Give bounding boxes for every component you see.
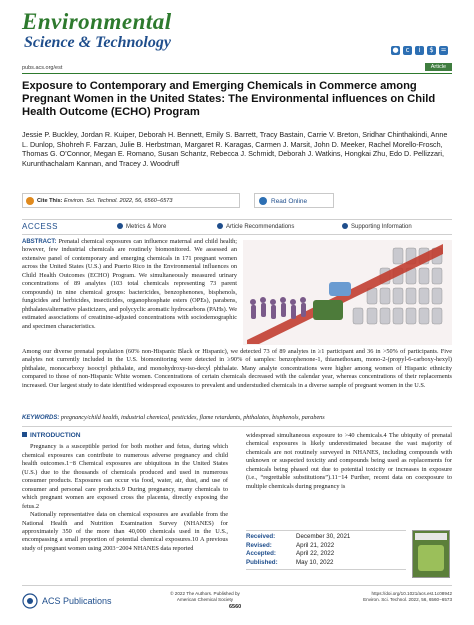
date-revised [246,542,406,551]
acs-publications-text: ACS Publications [42,596,112,606]
footer-citation [302,591,452,603]
body-column-left [22,432,228,553]
date-published-value: May 10, 2022 [296,558,334,566]
cite-reference[interactable]: Environ. Sci. Technol. 2022, 56, 6560−6573 [64,198,173,204]
introduction-heading [22,432,228,440]
body-column-right [246,432,452,491]
section-square-icon [22,432,27,437]
header-rule [22,73,452,74]
date-accepted [246,550,406,559]
abstract-column [22,238,237,331]
date-received-label: Received: [246,533,276,540]
metrics-link[interactable] [117,220,166,234]
supporting-info-link[interactable] [342,220,412,234]
date-received [246,533,406,542]
access-label: ACCESS [22,222,58,231]
license-nd-icon[interactable]: = [440,46,447,54]
cover-masthead [415,533,447,540]
date-revised-label: Revised: [246,541,272,549]
metrics-label: Metrics & More [126,224,167,230]
keywords-label: KEYWORDS: [22,415,60,421]
section-rule [22,426,452,427]
date-revised-value: April 21, 2022 [296,541,335,549]
read-online-icon [259,197,267,205]
open-access-icon[interactable]: ● [392,46,399,54]
journal-logo [22,10,202,58]
abstract-continued: Among our diverse prenatal population (60% non-Hispanic Black or Hispanic), we detected 73 of 89 analytes in ≥1 participant and 36 in >50% of participants. Five analytes not currently included in the U.S. biomonitoring were detected in ≥90% of samples: benzophenone-1, thiamethoxam, mono-2-(propyl-6-carboxy-hexyl) phthalate, monocarboxy isooctyl phthalate, and monohydroxy-iso-decyl phthalate. Many analyte concentrations were higher among women of Hispanic ethnicity compared to those of non-Hispanic White women. Concentrations of certain chemicals decreased with the calendar year, whereas concentrations of their replacements increased. Our largest study to date identified widespread exposures to prevalent and understudied chemicals in a diverse sample of pregnant women in the U.S. [22,348,452,389]
journal-logo-line2: Science & Technology [24,34,171,51]
introduction-heading-text: INTRODUCTION [30,432,81,439]
cite-box[interactable] [22,193,240,208]
journal-logo-line1: Environmental [22,9,172,34]
acs-logo-icon [22,593,38,609]
license-by-icon[interactable]: i [415,46,424,55]
date-received-value: December 30, 2021 [296,533,351,540]
supporting-info-label: Supporting Information [351,224,412,230]
footer-reference: Environ. Sci. Technol. 2022, 56, 6560−6573 [363,596,452,602]
supporting-info-icon [342,223,348,229]
recommendations-label: Article Recommendations [226,224,295,230]
cover-art [418,545,444,571]
top-icons [391,46,448,55]
date-published-label: Published: [246,558,278,566]
date-published [246,559,406,568]
access-bar [22,219,452,235]
cite-icon [26,197,34,205]
page-number: 6560 [229,604,242,610]
recommendations-link[interactable] [217,220,294,234]
license-cc-icon[interactable]: c [403,46,412,55]
keywords-text: pregnancy/child health, industrial chemical, pesticides, flame retardants, phthalates, bisphenols, parabens [60,414,325,421]
intro-paragraph-1: Pregnancy is a susceptible period for both mother and fetus, during which chemical exposures can contribute to numerous adverse pregnancy and child health outcomes.1−8 Chemical exposures are ubiquitous in the United States (U.S.) due to the thousands of chemicals produced and used in numerous consumer products. Exposures can occur via food, water, air, dust, and use of consumer and personal care products.9 During pregnancy, many chemicals to which pregnant women are exposed cross the placenta, directly exposing the fetus.2 [22,443,228,510]
journal-cover-thumbnail[interactable] [412,530,450,578]
footer-doi[interactable]: https://doi.org/10.1021/acs.est.1c08942 [371,591,452,596]
acs-publications-logo[interactable] [22,592,142,610]
keywords [22,414,452,421]
toc-graphic-svg [243,240,452,345]
author-list: Jessie P. Buckley, Jordan R. Kuiper, Deborah H. Bennett, Emily S. Barrett, Tracy Bastain, Carrie V. Breton, Sridhar Chinthakindi, Anne L. Dunlop, Shohreh F. Farzan, Julie B. Herbstman, Margaret R. Karagas, Carmen J. Marsit, John D. Meeker, Rachel Morello-Frosch, Thomas G. O’Connor, Megan E. Romano, Susan Schantz, Rebecca J. Schmidt, Deborah J. Watkins, Hongkai Zhu, Edo D. Pellizzari, Kurunthachalam Kannan, and Tracey J. Woodruff [22,130,448,168]
date-accepted-value: April 22, 2022 [296,550,335,558]
recommendations-icon [217,223,223,229]
license-nc-icon[interactable]: $ [427,46,436,55]
footer-rule [22,585,452,586]
cite-label: Cite This: [37,198,63,204]
cite-row [22,193,452,209]
article-type-badge: Article [425,63,452,71]
intro-paragraph-2: Nationally representative data on chemical exposures are available from the National Health and Nutrition Examination Survey (NHANES) for approximately 350 of the more than 40,000 chemicals used in the U.S., encompassing a small proportion of potential chemical exposures.10 A previous study of pregnant women using 2003−2004 NHANES data reported [22,511,228,552]
journal-url[interactable]: pubs.acs.org/est [22,65,63,71]
article-dates [246,530,406,570]
read-online-button[interactable] [254,193,334,208]
read-online-label: Read Online [271,198,308,205]
abstract-part1: Prenatal chemical exposures can influence maternal and child health; however, few industrial chemicals are routinely biomonitored. We assessed an extensive panel of contemporary and emerging chemicals in 171 pregnant women across the United States (U.S.) and Puerto Rico in the Environmental influences on Child Health Outcomes (ECHO) Program. We simultaneously measured urinary concentrations of 89 analytes (103 total chemicals representing 73 parent compounds) in nine chemical groups: bactericides, benzophenones, bisphenols, fungicides and herbicides, insecticides, organophosphate esters (OPEs), parabens, phthalates/alternative plasticizers, and polycyclic aromatic hydrocarbons (PAHs). We estimated associations of creatinine-adjusted concentrations with sociodemographic and specimen characteristics. [22,238,237,330]
intro-paragraph-3: widespread simultaneous exposure to >40 chemicals.4 The ubiquity of prenatal chemical exposures is likely underestimated because the vast majority of chemicals are not routinely surveyed in NHANES, including compounds with unknown or suspected toxicity and compounds being used as replacements for chemicals being phased out due to potential toxicity or increases in exposure (i.e., “regrettable substitutions”).11−14 Further, recent data on coexposure to multiple chemicals during pregnancy is [246,432,452,490]
article-title: Exposure to Contemporary and Emerging Chemicals in Commerce among Pregnant Women in the United States: The Environmental influences on Child Health Outcome (ECHO) Program [22,80,436,118]
toc-graphic [243,240,452,345]
metrics-icon [117,223,123,229]
date-accepted-label: Accepted: [246,550,276,558]
copyright-notice: © 2022 The Authors. Published by American Chemical Society [170,591,240,602]
abstract-label: ABSTRACT: [22,239,57,245]
